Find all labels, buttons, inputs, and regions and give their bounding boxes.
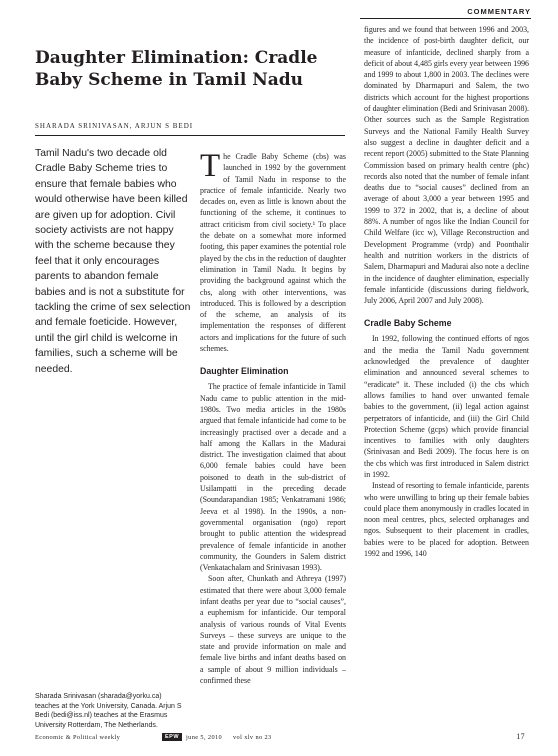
intro-paragraph: [200, 148, 346, 354]
page-number: 17: [516, 732, 525, 741]
section-heading-daughter-elimination: Daughter Elimination: [200, 366, 289, 377]
authors-rule: [35, 135, 345, 136]
footer-date: june 5, 2010: [186, 734, 223, 741]
header-rule: [360, 18, 531, 19]
body-paragraph: The practice of female infanticide in Tamil Nadu came to public attention in the mid-1980s. Two media articles in the 1980s argued that female infanticide had come to be increasingly practised over a decade and a half among the Kallars in the Madurai district. The investigation claimed that about 6,000 female babies could have been poisoned to death in the sub-district of Usilampatti in the preceding decade (Soundarapandian 1985; Venkatramani 1986; Jeeva et al 1998). In the 1990s, a non-governmental organisation (ngo) report brought to public attention the widespread prevalence of female infanticide in another community, the Gounders in Salem district (Venkatachalam and Srinivasan 1993).: [200, 382, 346, 573]
section-heading-cradle-baby-scheme: Cradle Baby Scheme: [364, 318, 452, 329]
drop-cap: T: [200, 148, 221, 184]
intro-text: he Cradle Baby Scheme (cbs) was launched in 1992 by the government of Tamil Nadu in response to the practice of female infanticide. Nearly two decades on, even as little is known about the functioning of the scheme, it continues to attract criticism from civil society.¹ To place the debate on a somewhat more informed footing, this paper examines the potential role played by the cbs in the reduction of daughter elimination in Tamil Nadu. It begins by providing the background against which the cbs, along with other interventions, was introduced. This is followed by a description of the scheme, an analysis of its implementation the responses of different actors and implications for the future of such schemes.: [200, 152, 346, 354]
body-paragraph: Soon after, Chunkath and Athreya (1997) estimated that there were about 3,000 female infant deaths per year due to “social causes”, a euphemism for infanticide. Our temporal analysis of various rounds of Vital Events Surveys – these surveys are unique to the state and provide information on male and female live births and infant deaths based on a sample of about 9 million individuals – confirmed these: [200, 574, 346, 686]
article-authors: SHARADA SRINIVASAN, ARJUN S BEDI: [35, 122, 194, 130]
page-footer: [35, 734, 525, 746]
body-paragraph: In 1992, following the continued efforts of ngos and the media the Tamil Nadu government acknowledged the prevalence of daughter elimination and announced several schemes to “eradicate” it. These included (i) the cbs which allows families to hand over unwanted female babies to the government, (ii) legal action against perpetrators of infanticide, and (iii) the Girl Child Protection Scheme (gcps) which provide financial incentives to families with only daughters (Srinivasan and Bedi 2009). The focus here is on the cbs which was first introduced in Salem district in 1992.: [364, 334, 529, 479]
article-abstract: Tamil Nadu's two decade old Cradle Baby Scheme tries to ensure that female babies who would otherwise have been killed are given up for adoption. Civil society activists are not happy with the scheme because they feel that it only encourages parents to abandon female babies and is not a substitute for tackling the crime of sex selection and female foeticide. However, until the girl child is welcome in families, such a scheme will be needed.: [35, 148, 191, 375]
body-column-3: [364, 24, 529, 559]
body-column-2: [200, 148, 346, 686]
body-paragraph: Instead of resorting to female infanticide, parents who were unwilling to bring up their female babies could place them anonymously in cradles located in noon meal centres, phcs, selected orphanages and ngos. Subsequent to their placement in cradles, babies were to be placed for adoption. Between 1992 and 1996, 140: [364, 481, 529, 559]
author-note: Sharada Srinivasan (sharada@yorku.ca) teaches at the York University, Canada. Arjun S Bedi (bedi@iss.nl) teaches at the Erasmus University Rotterdam, The Netherlands.: [35, 693, 182, 729]
article-title: Daughter Elimination: Cradle Baby Scheme in Tamil Nadu: [35, 48, 318, 90]
section-label: COMMENTARY: [467, 7, 531, 16]
footer-volume: vol xlv no 23: [233, 734, 272, 741]
epw-logo: EPW: [162, 733, 182, 741]
footer-journal: Economic & Political weekly: [35, 734, 121, 741]
body-paragraph: figures and we found that between 1996 and 2003, the incidence of post-birth daughter deficit, our measure of infanticide, declined sharply from a deficit of about 4,485 girls every year between 1996 and 1999 to about 1,800 in 2003. The declines were dominated by Dharmapuri and Salem, the two districts which account for the highest proportions of daughter elimination (Bedi and Srinivasan 2008). Other sources such as the Sample Registration Surveys and the National Family Health Survey also suggest a decline in daughter deficit and a recent report (2005) submitted to the State Planning Commission based on primary health centre (phc) records also noted that the number of female infant deaths due to “social causes” declined from an average of about 3,000 a year between 1995 and 1999 to 372 in 2002, that is, a decline of about 88%. A number of ngos like the Indian Council for Child Welfare (icc w), Village Reconstruction and Development Programme (vrdp) and Poonthalir health and nutrition workers in the districts of Salem, Dharmapuri and Madurai also note a decline in the incidence of daughter elimination, especially female infanticide (discussions during fieldwork, July 2006, April 2007 and July 2008).: [364, 25, 529, 306]
